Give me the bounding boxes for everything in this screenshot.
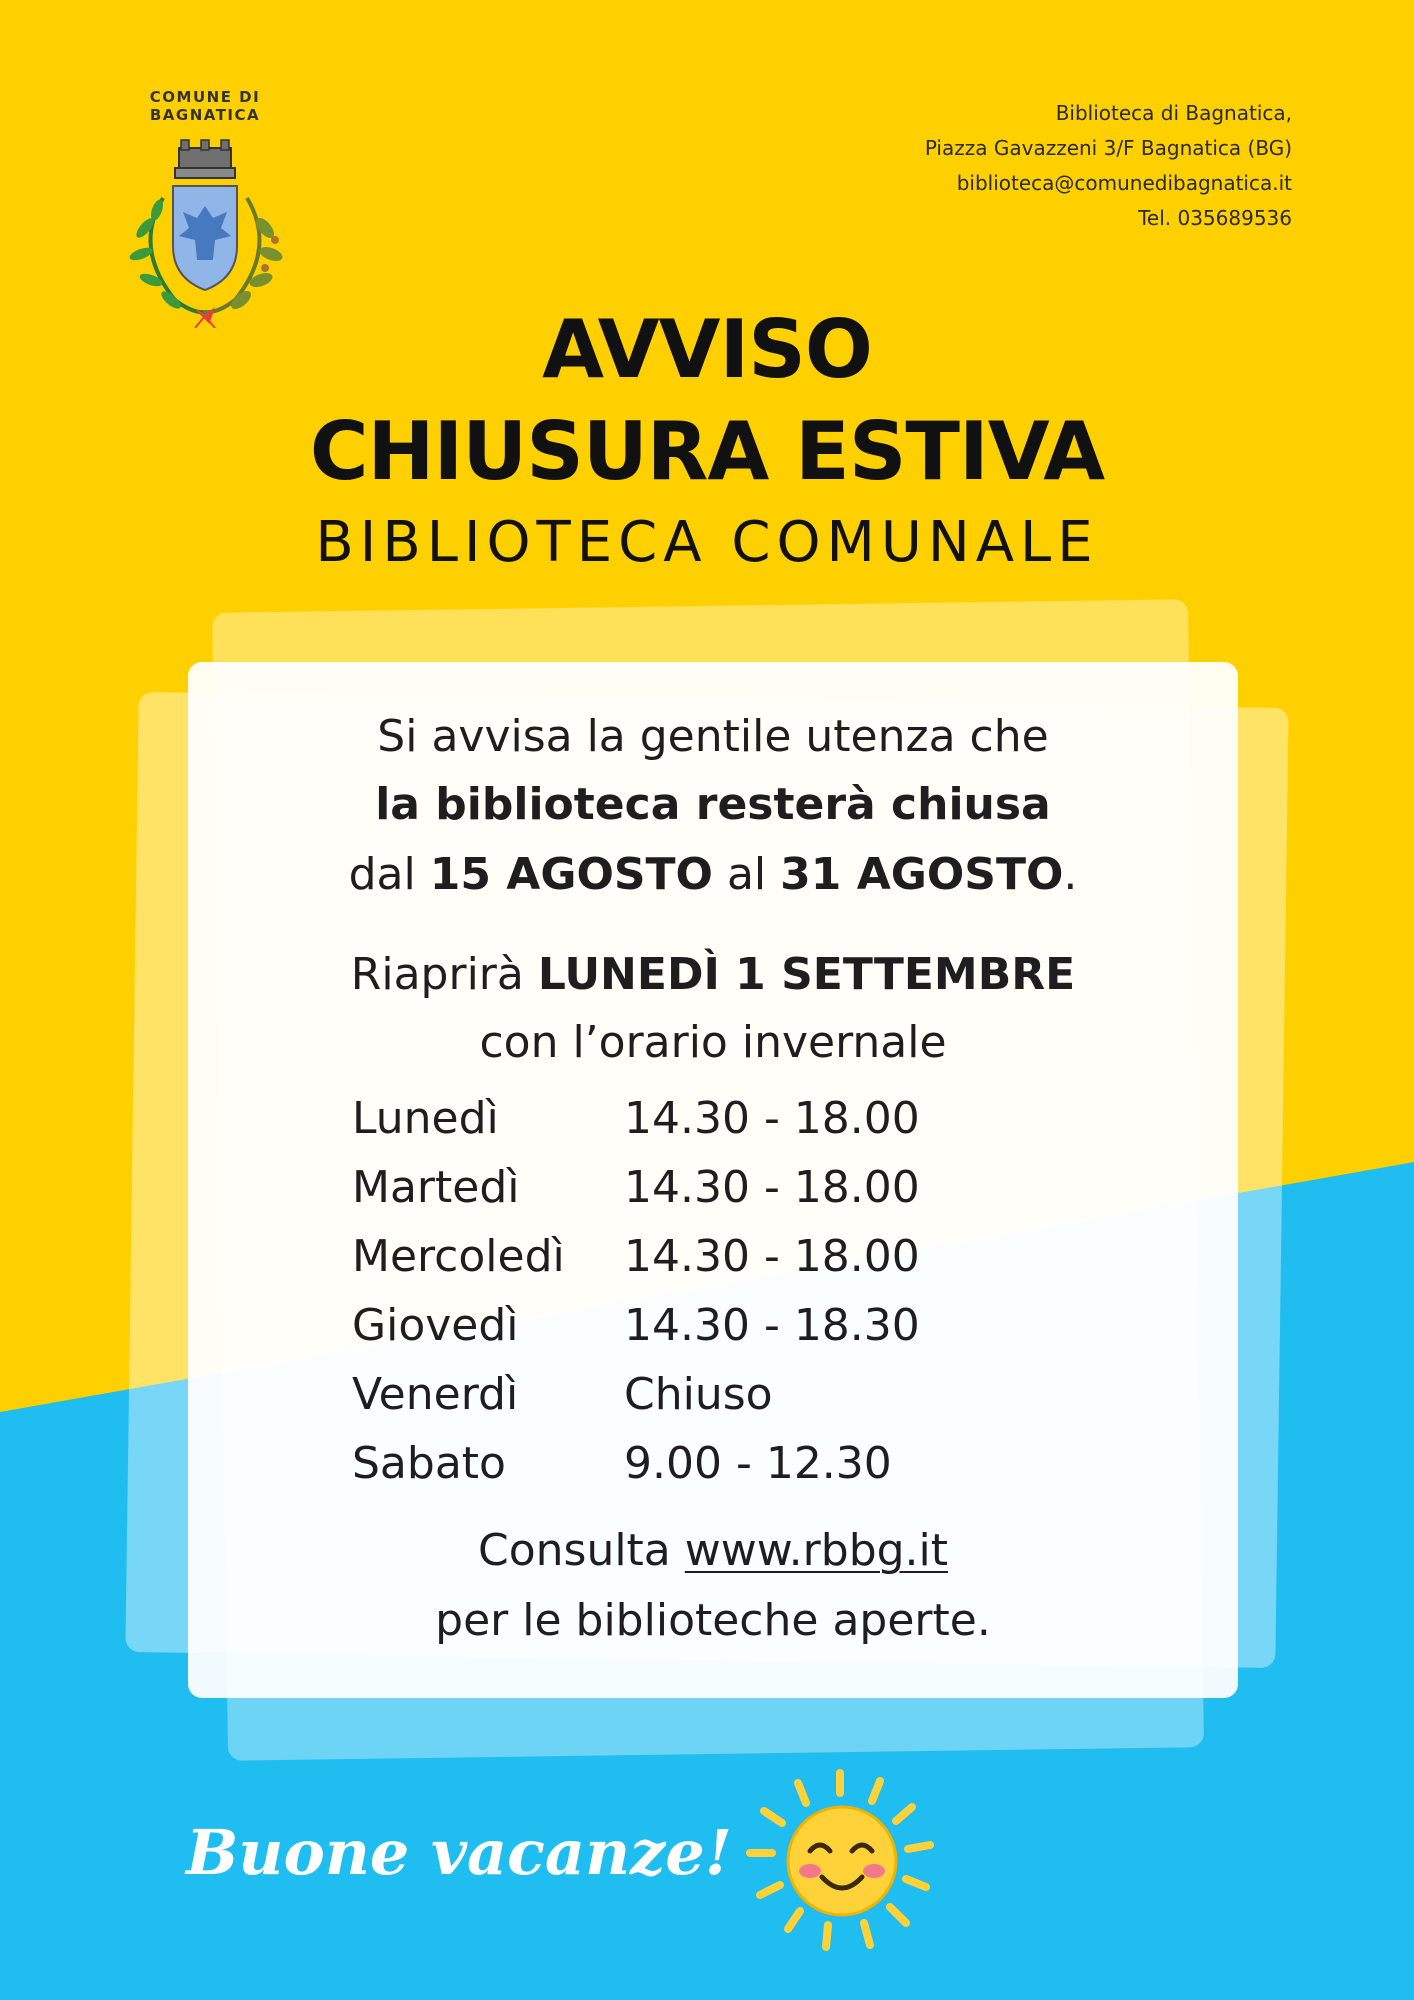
library-name: Biblioteca di Bagnatica, — [1055, 101, 1292, 125]
dates-period: . — [1063, 849, 1078, 900]
library-address: Piazza Gavazzeni 3/F Bagnatica (BG) — [924, 136, 1292, 160]
consult-prefix: Consulta — [477, 1525, 671, 1576]
hours-time: Chiuso — [624, 1369, 773, 1420]
hours-row-friday — [352, 1360, 1052, 1429]
farewell-text: Buone vacanze! — [186, 1816, 733, 1889]
municipality-emblem — [110, 88, 300, 328]
from-date: 15 AGOSTO — [429, 849, 713, 900]
opening-hours-table — [352, 1084, 1052, 1498]
rbbg-link[interactable]: www.rbbg.it — [684, 1525, 949, 1576]
contact-block — [925, 96, 1292, 236]
hours-row-saturday — [352, 1429, 1052, 1498]
hours-day: Mercoledì — [352, 1231, 565, 1282]
municipality-name: COMUNE DI BAGNATICA — [149, 88, 261, 124]
hours-day: Giovedì — [352, 1300, 519, 1351]
schedule-note: con l’orario invernale — [479, 1017, 947, 1068]
hours-row-tuesday — [352, 1153, 1052, 1222]
hours-time: 9.00 - 12.30 — [624, 1438, 892, 1489]
smiling-sun-icon — [730, 1765, 950, 1955]
to-date: 31 AGOSTO — [780, 849, 1064, 900]
hours-time: 14.30 - 18.30 — [624, 1300, 920, 1351]
hours-row-thursday — [352, 1291, 1052, 1360]
hours-day: Martedì — [352, 1162, 520, 1213]
hours-row-wednesday — [352, 1222, 1052, 1291]
hours-day: Venerdì — [352, 1369, 519, 1420]
library-phone: Tel. 035689536 — [1138, 206, 1292, 230]
to-word: al — [726, 849, 767, 900]
headline-chiusura: CHIUSURA ESTIVA — [309, 405, 1105, 498]
from-word: dal — [348, 849, 416, 900]
hours-day: Lunedì — [352, 1093, 499, 1144]
hours-day: Sabato — [352, 1438, 506, 1489]
consult-suffix: per le biblioteche aperte. — [435, 1595, 991, 1646]
headline-avviso: AVVISO — [542, 303, 872, 396]
notice-closed — [188, 772, 1238, 838]
hours-time: 14.30 - 18.00 — [624, 1093, 920, 1144]
hours-time: 14.30 - 18.00 — [624, 1162, 920, 1213]
reopen-line — [188, 942, 1238, 1008]
hours-time: 14.30 - 18.00 — [624, 1231, 920, 1282]
notice-closed-text: la biblioteca resterà chiusa — [375, 779, 1051, 830]
coat-of-arms-icon — [115, 128, 295, 328]
reopen-word: Riaprirà — [350, 949, 524, 1000]
notice-dates — [188, 842, 1238, 908]
hours-row-monday — [352, 1084, 1052, 1153]
library-email[interactable]: biblioteca@comunedibagnatica.it — [956, 171, 1292, 195]
notice-intro: Si avvisa la gentile utenza che — [377, 711, 1049, 762]
reopen-date: LUNEDÌ 1 SETTEMBRE — [537, 949, 1076, 1000]
consult-line — [188, 1518, 1238, 1584]
headline-subtitle: BIBLIOTECA COMUNALE — [315, 510, 1099, 575]
